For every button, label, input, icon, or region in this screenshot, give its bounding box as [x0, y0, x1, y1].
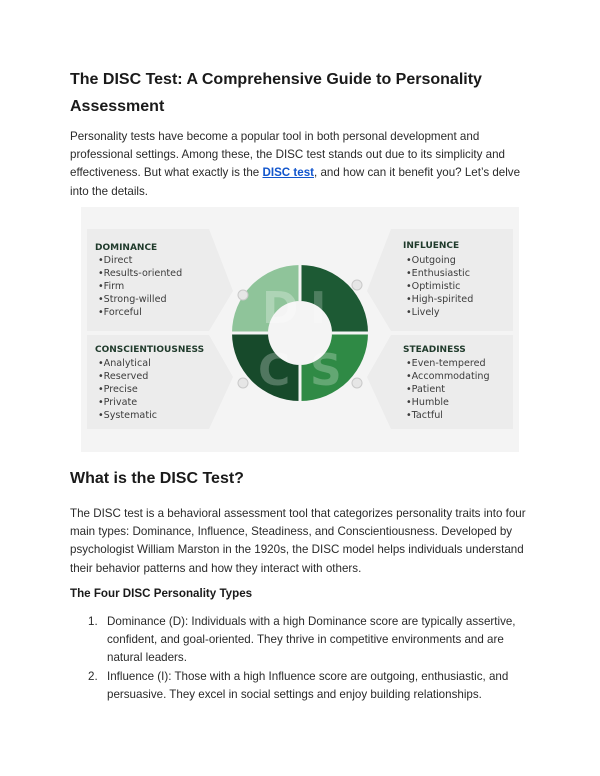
steadiness-item: •Accommodating: [406, 371, 490, 382]
dot-bottom-right: [352, 378, 362, 388]
conscientiousness-item: •Systematic: [98, 410, 158, 421]
steadiness-item: •Even-tempered: [406, 358, 486, 369]
influence-item: •High-spirited: [406, 294, 474, 305]
section-heading: What is the DISC Test?: [70, 470, 244, 487]
document-page: [70, 66, 532, 201]
dot-top-left: [238, 290, 248, 300]
dominance-heading: DOMINANCE: [95, 243, 158, 253]
conscientiousness-item: •Reserved: [98, 371, 149, 382]
steadiness-item: •Patient: [406, 384, 446, 395]
dominance-item: •Firm: [98, 281, 125, 292]
letter-d: D: [262, 283, 299, 334]
intro-text-before-link: Personality tests have become a popular tool in both personal development and professional settings. Among these, the DISC test stands out due to its simplicity and effectiveness. But what exactly is the: [70, 130, 505, 180]
influence-item: •Optimistic: [406, 281, 461, 292]
disc-test-link[interactable]: DISC test: [262, 166, 315, 180]
dot-top-right: [352, 280, 362, 290]
influence-item: •Outgoing: [406, 255, 456, 266]
intro-text-after-link: , and how can it benefit you? Let’s delve into the details.: [70, 166, 521, 198]
influence-item: •Enthusiastic: [406, 268, 470, 279]
steadiness-item: •Tactful: [406, 410, 443, 421]
intro-paragraph: [70, 128, 532, 201]
dot-bottom-left: [238, 378, 248, 388]
dominance-item: •Forceful: [98, 307, 142, 318]
list-number: 2.: [88, 669, 98, 683]
disc-wheel-graphic: [81, 207, 519, 452]
influence-item: •Lively: [406, 307, 440, 318]
steadiness-item: •Humble: [406, 397, 449, 408]
conscientiousness-item: •Analytical: [98, 358, 151, 369]
section-paragraph: The DISC test is a behavioral assessment tool that categorizes personality traits into four main types: Dominance, Influence, Steadiness, and Conscientiousness. Developed by psychologist William Marston in the 1920s, the DISC model helps individuals understand their behavior patterns and how they interact with others.: [70, 507, 526, 575]
letter-c: C: [258, 345, 291, 396]
dominance-item: •Strong-willed: [98, 294, 167, 305]
dominance-item: •Direct: [98, 255, 133, 266]
dominance-item: •Results-oriented: [98, 268, 183, 279]
list-number: 1.: [88, 615, 98, 628]
disc-infographic: [81, 207, 519, 452]
influence-heading: INFLUENCE: [403, 241, 460, 251]
page-title: The DISC Test: A Comprehensive Guide to Personality Assessment: [70, 71, 482, 115]
steadiness-heading: STEADINESS: [403, 345, 466, 355]
list-item-text: Influence (I): Those with a high Influence score are outgoing, enthusiastic, and persuasive. They excel in social settings and enjoy building relationships.: [107, 669, 509, 701]
list-item-text: Dominance (D): Individuals with a high Dominance score are typically assertive, confident, and goal-oriented. They thrive in competitive environments and are natural leaders.: [107, 615, 516, 665]
list-item: [70, 668, 532, 704]
conscientiousness-item: •Private: [98, 397, 138, 408]
letter-i: I: [310, 283, 327, 334]
conscientiousness-heading: CONSCIENTIOUSNESS: [95, 345, 205, 355]
list-item: [70, 613, 532, 668]
letter-s: S: [310, 345, 342, 396]
subheading: The Four DISC Personality Types: [70, 587, 253, 600]
conscientiousness-item: •Precise: [98, 384, 138, 395]
types-list: [70, 613, 532, 704]
